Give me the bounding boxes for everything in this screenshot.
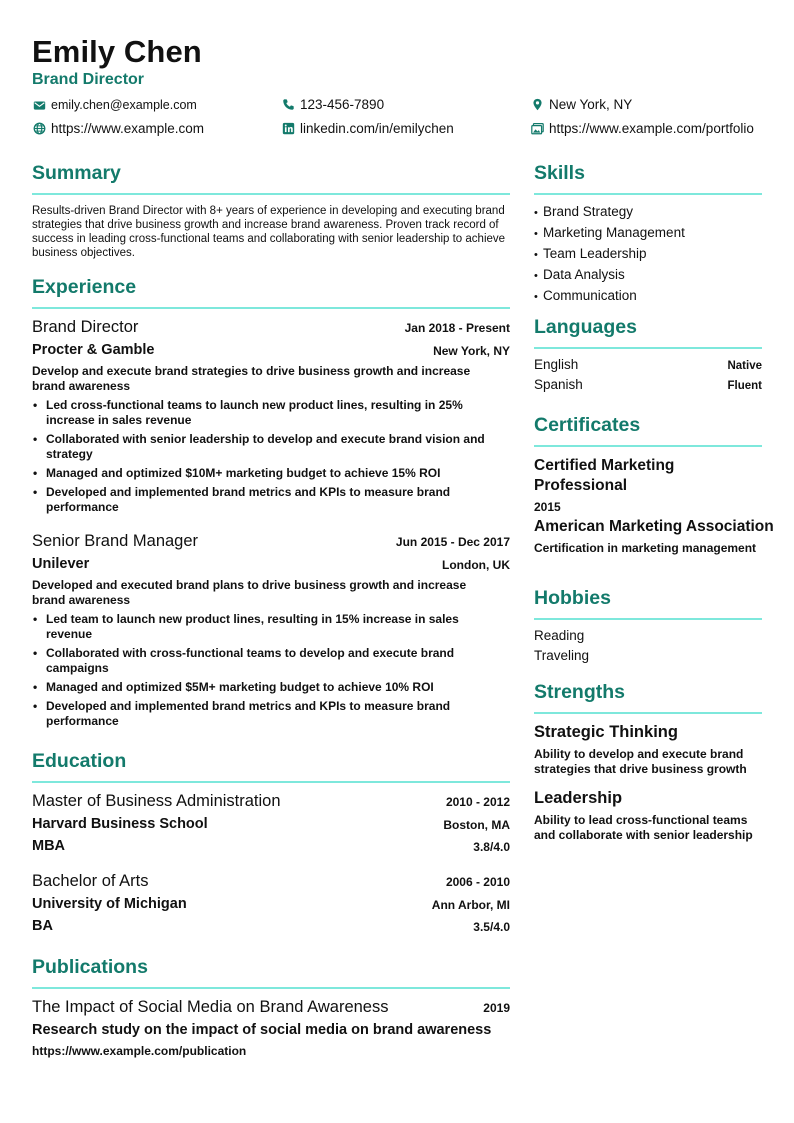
- candidate-name: Emily Chen: [32, 34, 202, 69]
- job-location: New York, NY: [433, 344, 510, 358]
- job-company: Procter & Gamble: [32, 342, 155, 358]
- summary-divider: [32, 193, 510, 195]
- languages-heading: Languages: [534, 316, 637, 338]
- strengths-heading: Strengths: [534, 681, 626, 703]
- job-company: Unilever: [32, 556, 90, 572]
- linkedin-icon: [281, 122, 295, 136]
- education-heading: Education: [32, 750, 127, 772]
- skill-label: Marketing Management: [543, 225, 685, 240]
- phone-icon: [281, 98, 295, 112]
- job-location: London, UK: [442, 558, 510, 572]
- strength-title: Leadership: [534, 789, 623, 807]
- degree-title: Bachelor of Arts: [32, 872, 149, 890]
- publications-heading: Publications: [32, 956, 148, 978]
- job-dates: Jan 2018 - Present: [404, 321, 510, 335]
- portfolio-icon: [530, 122, 544, 136]
- job-dates: Jun 2015 - Dec 2017: [395, 535, 510, 549]
- school-name: University of Michigan: [32, 896, 187, 912]
- certificates-divider: [534, 445, 762, 447]
- skills-divider: [534, 193, 762, 195]
- skill-item: [534, 244, 685, 265]
- degree-title: Master of Business Administration: [32, 792, 281, 810]
- bullet-dot: •: [534, 207, 538, 219]
- bullet-dot: •: [534, 270, 538, 282]
- job-description: Develop and execute brand strategies to drive business growth and increase brand awareness: [32, 364, 471, 393]
- experience-heading: Experience: [32, 276, 137, 298]
- job-title: Senior Brand Manager: [32, 532, 199, 550]
- linkedin-text: linkedin.com/in/emilychen: [300, 121, 454, 136]
- job-bullet: • Managed and optimized $5M+ marketing budget to achieve 10% ROI: [32, 680, 502, 695]
- globe-icon: [32, 122, 46, 136]
- summary-text: Results-driven Brand Director with 8+ years of experience in developing and executing brand strategies that drive business growth and increase brand awareness. Proven track record of success in leading cross-functional teams and collaborating with senior leadership to achieve business objectives.: [32, 205, 506, 259]
- strengths-divider: [534, 712, 762, 714]
- skills-list: [534, 202, 685, 307]
- email-text: emily.chen@example.com: [51, 98, 197, 112]
- publication-title: The Impact of Social Media on Brand Awareness: [32, 998, 389, 1016]
- publication-year: 2019: [483, 1001, 510, 1015]
- certificate-description: Certification in marketing management: [534, 541, 757, 555]
- candidate-title: Brand Director: [32, 71, 145, 88]
- language-level: Native: [727, 360, 762, 372]
- degree-gpa: 3.5/4.0: [473, 920, 510, 934]
- skill-item: [534, 202, 685, 223]
- phone-text: 123-456-7890: [300, 97, 385, 112]
- language-row: [534, 357, 762, 372]
- skill-item: [534, 223, 685, 244]
- contact-location: [530, 97, 632, 112]
- strength-description: Ability to lead cross-functional teams and collaborate with senior leadership: [534, 813, 753, 842]
- publications-divider: [32, 987, 510, 989]
- job-bullets: [32, 398, 502, 519]
- hobbies-divider: [534, 618, 762, 620]
- skill-item: [534, 265, 685, 286]
- language-level: Fluent: [727, 380, 762, 392]
- summary-heading: Summary: [32, 162, 121, 184]
- degree-dates: 2010 - 2012: [445, 795, 510, 809]
- certificate-year: 2015: [534, 500, 561, 514]
- contact-website[interactable]: [32, 121, 204, 136]
- job-bullet: • Led team to launch new product lines, resulting in 15% increase in sales revenue: [32, 612, 502, 642]
- website-text: https://www.example.com: [51, 121, 205, 136]
- language-name: English: [534, 357, 579, 372]
- envelope-icon: [32, 98, 46, 112]
- education-divider: [32, 781, 510, 783]
- degree-short: MBA: [32, 838, 66, 854]
- bullet-dot: •: [534, 291, 538, 303]
- job-bullet: • Developed and implemented brand metrics and KPIs to measure brand performance: [32, 485, 502, 515]
- hobby-item: Reading: [534, 628, 585, 643]
- contact-phone[interactable]: [281, 97, 384, 112]
- job-bullet: • Managed and optimized $10M+ marketing budget to achieve 15% ROI: [32, 466, 502, 481]
- location-text: New York, NY: [549, 97, 633, 112]
- job-bullet: • Developed and implemented brand metrics and KPIs to measure brand performance: [32, 699, 502, 729]
- bullet-dot: •: [534, 228, 538, 240]
- hobbies-heading: Hobbies: [534, 587, 611, 609]
- job-bullet: • Collaborated with senior leadership to develop and execute brand vision and strategy: [32, 432, 502, 462]
- job-bullets: [32, 612, 502, 733]
- degree-dates: 2006 - 2010: [445, 875, 510, 889]
- strength-title: Strategic Thinking: [534, 723, 678, 741]
- languages-divider: [534, 347, 762, 349]
- publication-url[interactable]: https://www.example.com/publication: [32, 1044, 247, 1058]
- degree-short: BA: [32, 918, 53, 934]
- skills-heading: Skills: [534, 162, 585, 184]
- bullet-dot: •: [534, 249, 538, 261]
- skill-label: Brand Strategy: [543, 204, 634, 219]
- hobby-item: Traveling: [534, 648, 590, 663]
- school-location: Boston, MA: [443, 818, 510, 832]
- language-row: [534, 377, 762, 392]
- degree-gpa: 3.8/4.0: [473, 840, 510, 854]
- skill-label: Data Analysis: [543, 267, 625, 282]
- job-title: Brand Director: [32, 318, 139, 336]
- certificate-issuer: American Marketing Association: [534, 518, 774, 535]
- school-name: Harvard Business School: [32, 816, 208, 832]
- contact-email[interactable]: [32, 98, 197, 112]
- publication-description: Research study on the impact of social media on brand awareness: [32, 1022, 492, 1038]
- job-description: Developed and executed brand plans to drive business growth and increase brand awareness: [32, 578, 467, 607]
- skill-label: Team Leadership: [543, 246, 647, 261]
- contact-linkedin[interactable]: [281, 121, 454, 136]
- job-bullet: • Collaborated with cross-functional teams to develop and execute brand campaigns: [32, 646, 502, 676]
- certificates-heading: Certificates: [534, 414, 641, 436]
- strength-description: Ability to develop and execute brand strategies that drive business growth: [534, 747, 747, 776]
- experience-divider: [32, 307, 510, 309]
- portfolio-text: https://www.example.com/portfolio: [549, 121, 754, 136]
- certificate-title: Certified Marketing Professional: [534, 457, 675, 494]
- skill-item: [534, 286, 685, 307]
- skill-label: Communication: [543, 288, 637, 303]
- map-pin-icon: [530, 98, 544, 112]
- school-location: Ann Arbor, MI: [431, 898, 510, 912]
- language-name: Spanish: [534, 377, 583, 392]
- job-bullet: • Led cross-functional teams to launch new product lines, resulting in 25% increase in sales revenue: [32, 398, 502, 428]
- contact-portfolio[interactable]: [530, 121, 754, 136]
